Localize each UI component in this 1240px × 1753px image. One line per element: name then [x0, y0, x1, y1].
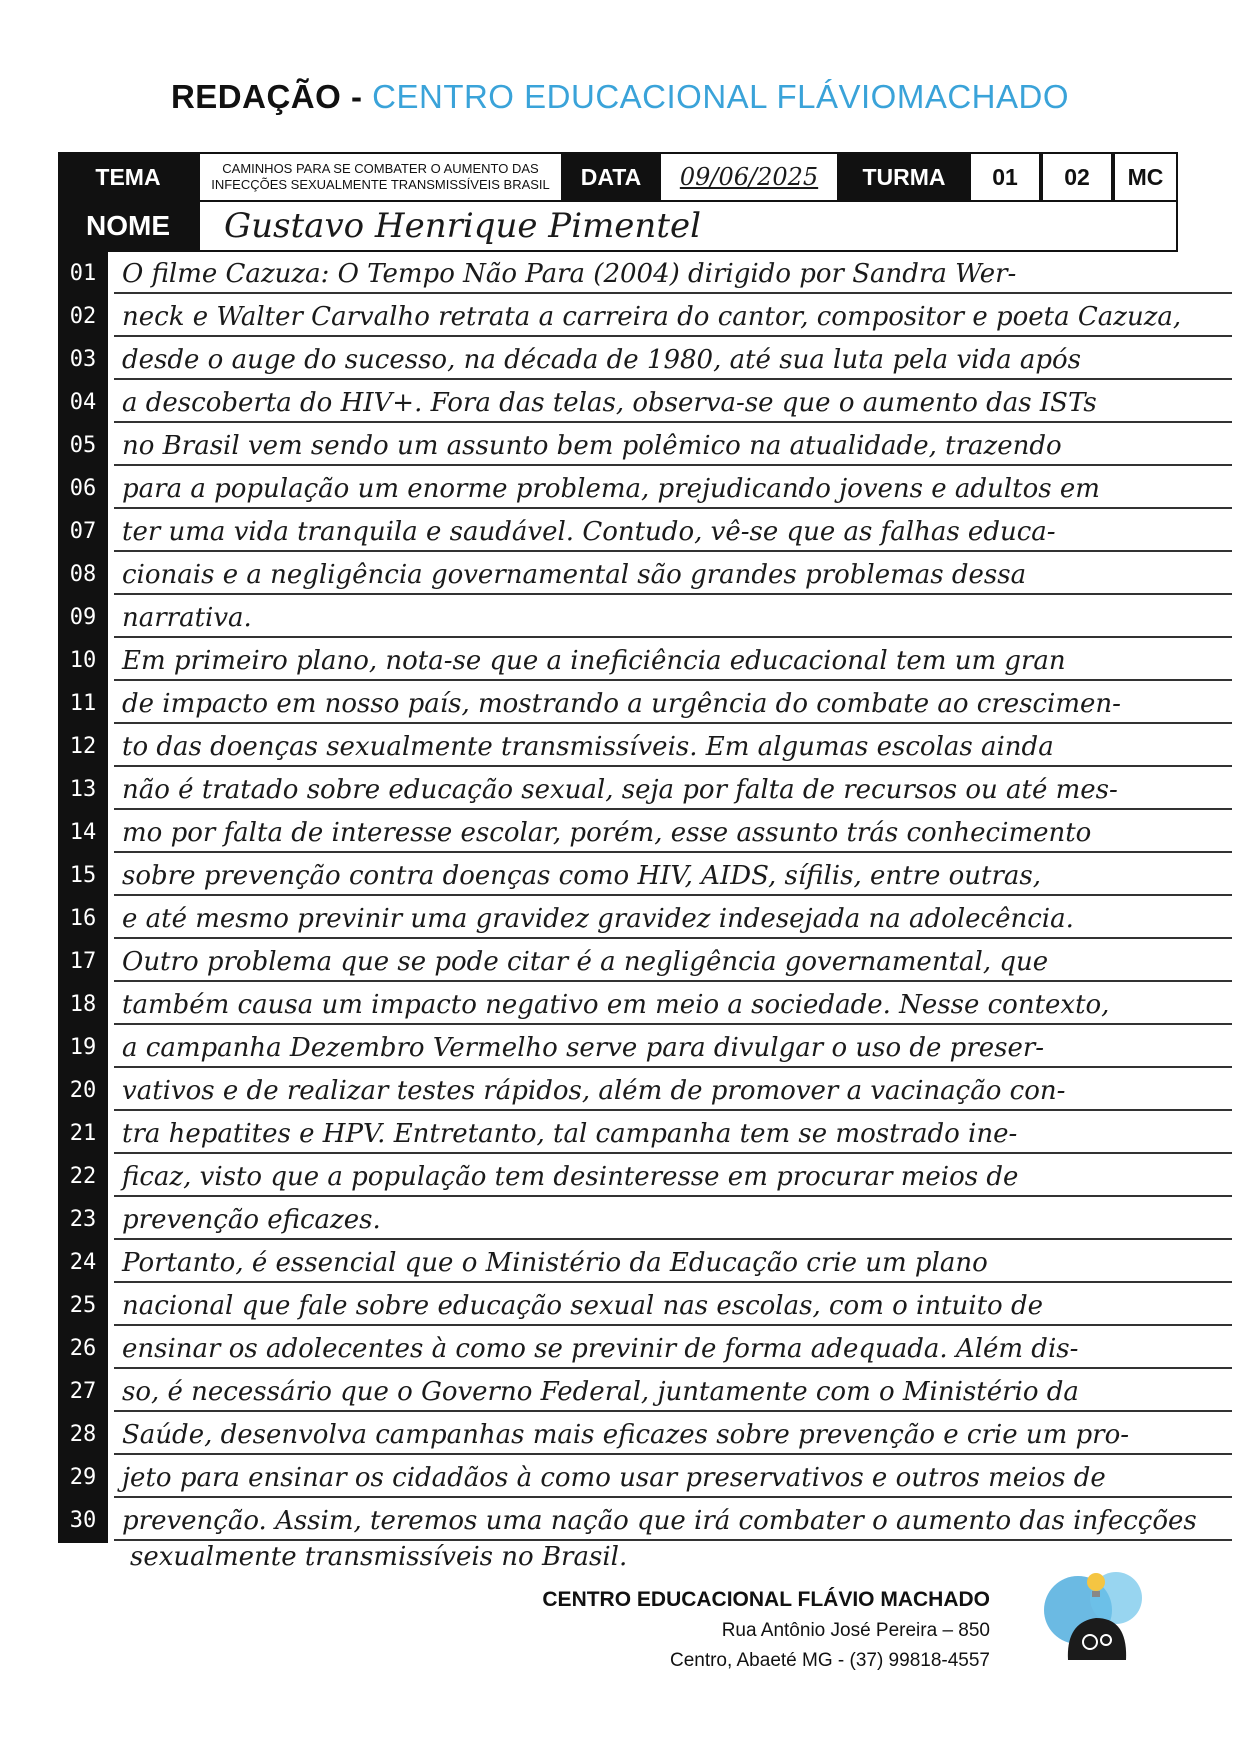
- line-number: 11: [69, 691, 97, 716]
- header-row: [58, 152, 1178, 202]
- footer-address-2: Centro, Abaeté MG - (37) 99818-4557: [669, 1650, 990, 1671]
- line-number: 30: [69, 1508, 97, 1533]
- essay-overflow-line: sexualmente transmissíveis no Brasil.: [130, 1542, 628, 1572]
- essay-line[interactable]: [114, 1283, 1232, 1326]
- line-number: 14: [69, 820, 97, 845]
- essay-line-text: mo por falta de interesse escolar, porém, esse assunto trás conhecimento: [122, 818, 1092, 848]
- footer-school-name: CENTRO EDUCACIONAL FLÁVIO MACHADO: [542, 1588, 990, 1611]
- essay-line[interactable]: [114, 982, 1232, 1025]
- line-number: 20: [69, 1078, 97, 1103]
- essay-line-text: narrativa.: [122, 603, 252, 633]
- essay-line[interactable]: [114, 638, 1232, 681]
- essay-line-text: desde o auge do sucesso, na década de 1980, até sua luta pela vida após: [122, 345, 1081, 375]
- essay-line[interactable]: [114, 896, 1232, 939]
- essay-line-text: não é tratado sobre educação sexual, seja por falta de recursos ou até mes-: [122, 775, 1118, 805]
- essay-line-text: também causa um impacto negativo em meio a sociedade. Nesse contexto,: [122, 990, 1110, 1020]
- tema-text: CAMINHOS PARA SE COMBATER O AUMENTO DAS INFECÇÕES SEXUALMENTE TRANSMISSÍVEIS BRASIL: [198, 152, 563, 202]
- line-number: 05: [69, 433, 97, 458]
- turma-option-02[interactable]: 02: [1041, 152, 1113, 202]
- essay-line[interactable]: [114, 1240, 1232, 1283]
- essay-form: [58, 152, 1197, 1536]
- line-number: 26: [69, 1336, 97, 1361]
- essay-line[interactable]: [114, 1068, 1232, 1111]
- line-number: 03: [69, 347, 97, 372]
- essay-line-text: vativos e de realizar testes rápidos, além de promover a vacinação con-: [122, 1076, 1066, 1106]
- line-number: 01: [69, 261, 97, 286]
- nome-label: NOME: [58, 200, 198, 252]
- line-number-column: [58, 251, 108, 1543]
- line-number: 27: [69, 1379, 97, 1404]
- nome-row: [58, 200, 1178, 252]
- line-number: 22: [69, 1164, 97, 1189]
- data-label: DATA: [563, 152, 659, 202]
- essay-line-text: a descoberta do HIV+. Fora das telas, observa-se que o aumento das ISTs: [122, 388, 1097, 418]
- essay-line-text: to das doenças sexualmente transmissíveis. Em algumas escolas ainda: [122, 732, 1054, 762]
- line-number: 06: [69, 476, 97, 501]
- essay-line[interactable]: [114, 466, 1232, 509]
- line-number: 13: [69, 777, 97, 802]
- essay-line[interactable]: [114, 810, 1232, 853]
- essay-line[interactable]: [114, 681, 1232, 724]
- essay-line[interactable]: [114, 1326, 1232, 1369]
- essay-line-text: Outro problema que se pode citar é a negligência governamental, que: [122, 947, 1049, 977]
- essay-line[interactable]: [114, 1412, 1232, 1455]
- essay-line[interactable]: [114, 294, 1232, 337]
- line-number: 02: [69, 304, 97, 329]
- footer-address-1: Rua Antônio José Pereira – 850: [721, 1620, 990, 1641]
- essay-line[interactable]: [114, 509, 1232, 552]
- essay-line-text: ficaz, visto que a população tem desinteresse em procurar meios de: [122, 1162, 1019, 1192]
- essay-line[interactable]: [114, 1369, 1232, 1412]
- essay-line-text: ensinar os adolecentes à como se previnir de forma adequada. Além dis-: [122, 1334, 1079, 1364]
- turma-option-01[interactable]: 01: [969, 152, 1041, 202]
- title-school: CENTRO EDUCACIONAL FLÁVIOMACHADO: [372, 78, 1070, 115]
- line-number: 15: [69, 863, 97, 888]
- essay-line-text: tra hepatites e HPV. Entretanto, tal campanha tem se mostrado ine-: [122, 1119, 1018, 1149]
- essay-line[interactable]: [114, 853, 1232, 896]
- essay-line[interactable]: [114, 337, 1232, 380]
- page-title: [0, 78, 1240, 116]
- essay-line-text: Saúde, desenvolva campanhas mais eficazes sobre prevenção e crie um pro-: [122, 1420, 1130, 1450]
- line-number: 25: [69, 1293, 97, 1318]
- line-number: 24: [69, 1250, 97, 1275]
- essay-line[interactable]: [114, 595, 1232, 638]
- essay-line[interactable]: [114, 1025, 1232, 1068]
- essay-line[interactable]: [114, 251, 1232, 294]
- title-prefix: REDAÇÃO -: [170, 78, 373, 115]
- essay-line-text: no Brasil vem sendo um assunto bem polêmico na atualidade, trazendo: [122, 431, 1062, 461]
- essay-line-text: prevenção eficazes.: [122, 1205, 381, 1235]
- line-number: 04: [69, 390, 97, 415]
- line-number: 19: [69, 1035, 97, 1060]
- essay-line[interactable]: [114, 939, 1232, 982]
- essay-line-text: Em primeiro plano, nota-se que a ineficiência educacional tem um gran: [122, 646, 1066, 676]
- essay-line[interactable]: [114, 1197, 1232, 1240]
- essay-line-text: cionais e a negligência governamental são grandes problemas dessa: [122, 560, 1027, 590]
- essay-line-text: nacional que fale sobre educação sexual nas escolas, com o intuito de: [122, 1291, 1043, 1321]
- essay-line-text: so, é necessário que o Governo Federal, juntamente com o Ministério da: [122, 1377, 1079, 1407]
- essay-line-text: a campanha Dezembro Vermelho serve para divulgar o uso de preser-: [122, 1033, 1045, 1063]
- line-number: 23: [69, 1207, 97, 1232]
- line-number: 08: [69, 562, 97, 587]
- essay-line-text: jeto para ensinar os cidadãos à como usar preservativos e outros meios de: [122, 1463, 1106, 1493]
- essay-line[interactable]: [114, 767, 1232, 810]
- tema-label: TEMA: [58, 152, 198, 202]
- essay-line-text: e até mesmo previnir uma gravidez gravidez indesejada na adolecência.: [122, 904, 1074, 934]
- line-number: 21: [69, 1121, 97, 1146]
- line-number: 29: [69, 1465, 97, 1490]
- turma-option-mc[interactable]: MC: [1113, 152, 1178, 202]
- line-number: 10: [69, 648, 97, 673]
- essay-line[interactable]: [114, 1111, 1232, 1154]
- essay-line-text: ter uma vida tranquila e saudável. Contudo, vê-se que as falhas educa-: [122, 517, 1056, 547]
- essay-line-text: de impacto em nosso país, mostrando a urgência do combate ao crescimen-: [122, 689, 1121, 719]
- essay-line-text: para a população um enorme problema, prejudicando jovens e adultos em: [122, 474, 1100, 504]
- essay-line-text: O filme Cazuza: O Tempo Não Para (2004) dirigido por Sandra Wer-: [122, 259, 1017, 289]
- essay-line[interactable]: [114, 1455, 1232, 1498]
- essay-line[interactable]: [114, 380, 1232, 423]
- essay-line-text: neck e Walter Carvalho retrata a carreira do cantor, compositor e poeta Cazuza,: [122, 302, 1182, 332]
- essay-line[interactable]: [114, 1498, 1232, 1541]
- school-logo-icon: [1038, 1560, 1158, 1670]
- line-number: 17: [69, 949, 97, 974]
- line-number: 18: [69, 992, 97, 1017]
- line-number: 28: [69, 1422, 97, 1447]
- footer: [542, 1588, 990, 1672]
- line-number: 12: [69, 734, 97, 759]
- essay-line[interactable]: [114, 423, 1232, 466]
- essay-line-text: prevenção. Assim, teremos uma nação que irá combater o aumento das infecções: [122, 1506, 1197, 1536]
- line-number: 09: [69, 605, 97, 630]
- data-value[interactable]: 09/06/2025: [659, 152, 839, 202]
- line-number: 07: [69, 519, 97, 544]
- essay-line-text: Portanto, é essencial que o Ministério da Educação crie um plano: [122, 1248, 988, 1278]
- essay-line-text: sobre prevenção contra doenças como HIV, AIDS, sífilis, entre outras,: [122, 861, 1042, 891]
- essay-line[interactable]: [114, 552, 1232, 595]
- essay-line[interactable]: [114, 1154, 1232, 1197]
- line-number: 16: [69, 906, 97, 931]
- essay-line[interactable]: [114, 724, 1232, 767]
- turma-label: TURMA: [839, 152, 969, 202]
- nome-value[interactable]: Gustavo Henrique Pimentel: [198, 200, 1178, 252]
